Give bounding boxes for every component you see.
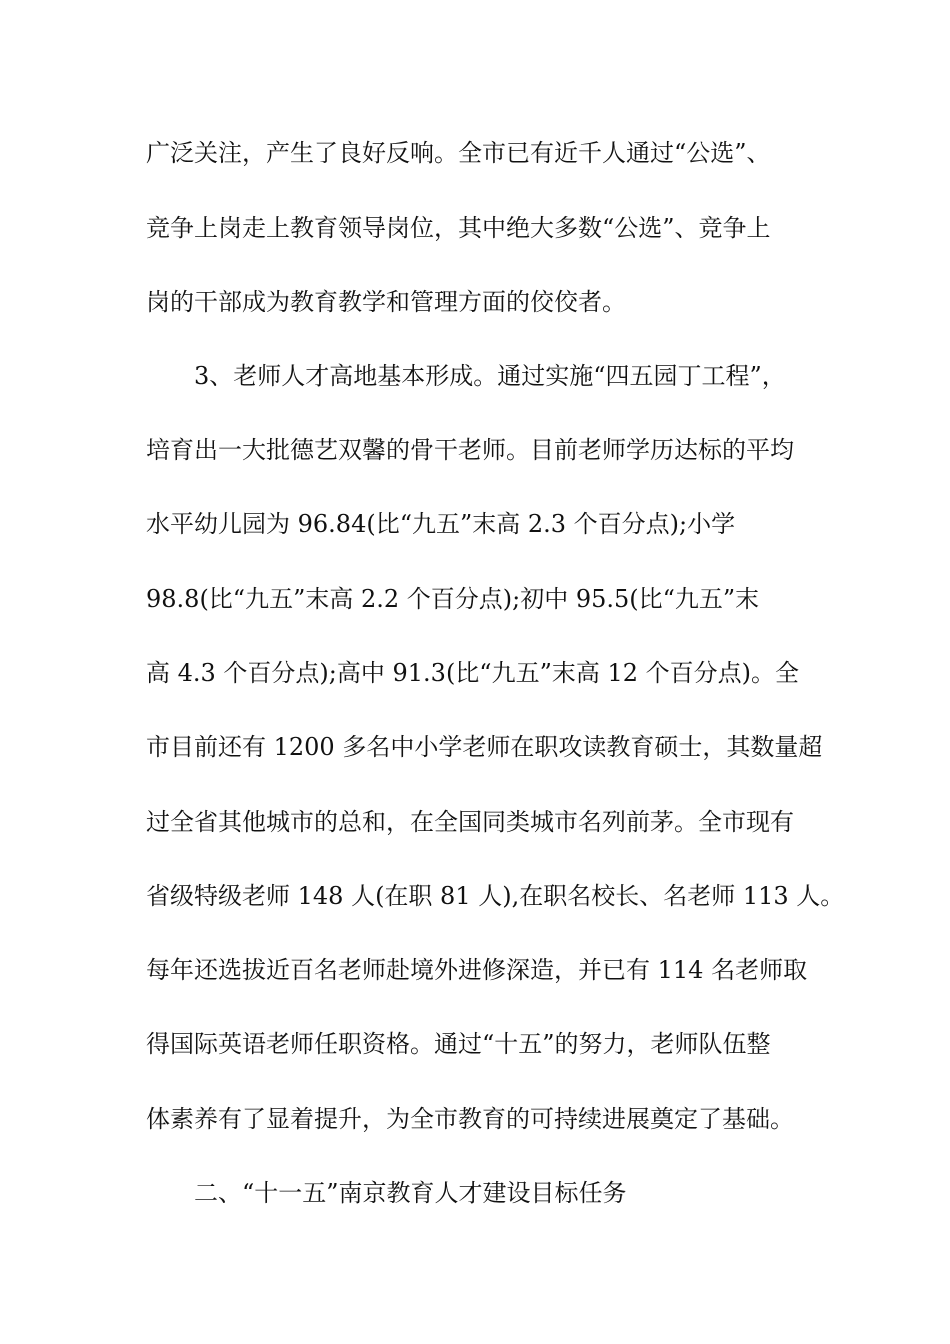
body-text-line: 98.8(比“九五”末高 2.2 个百分点);初中 95.5(比“九五”末 bbox=[146, 585, 760, 613]
body-text-line: 体素养有了显着提升，为全市教育的可持续进展奠定了基础。 bbox=[146, 1105, 794, 1133]
body-text-line: 岗的干部成为教育教学和管理方面的佼佼者。 bbox=[146, 288, 626, 316]
body-text-line: 每年还选拔近百名老师赴境外进修深造，并已有 114 名老师取 bbox=[146, 956, 808, 984]
body-text-line: 高 4.3 个百分点);高中 91.3(比“九五”末高 12 个百分点)。全 bbox=[146, 659, 800, 687]
body-text-line: 水平幼儿园为 96.84(比“九五”末高 2.3 个百分点);小学 bbox=[146, 510, 736, 538]
section-heading: 二、“十一五”南京教育人才建设目标任务 bbox=[194, 1179, 627, 1207]
body-text-line: 培育出一大批德艺双馨的骨干老师。目前老师学历达标的平均 bbox=[146, 436, 794, 464]
body-text-line: 竞争上岗走上教育领导岗位，其中绝大多数“公选”、竞争上 bbox=[146, 214, 771, 242]
body-text-line: 省级特级老师 148 人(在职 81 人),在职名校长、名老师 113 人。 bbox=[146, 882, 845, 910]
paragraph-start-line: 3、老师人才高地基本形成。通过实施“四五园丁工程”， bbox=[194, 362, 786, 390]
body-text-line: 广泛关注，产生了良好反响。全市已有近千人通过“公选”、 bbox=[146, 139, 771, 167]
body-text-line: 得国际英语老师任职资格。通过“十五”的努力，老师队伍整 bbox=[146, 1030, 771, 1058]
body-text-line: 市目前还有 1200 多名中小学老师在职攻读教育硕士，其数量超 bbox=[146, 733, 823, 761]
body-text-line: 过全省其他城市的总和，在全国同类城市名列前茅。全市现有 bbox=[146, 808, 794, 836]
